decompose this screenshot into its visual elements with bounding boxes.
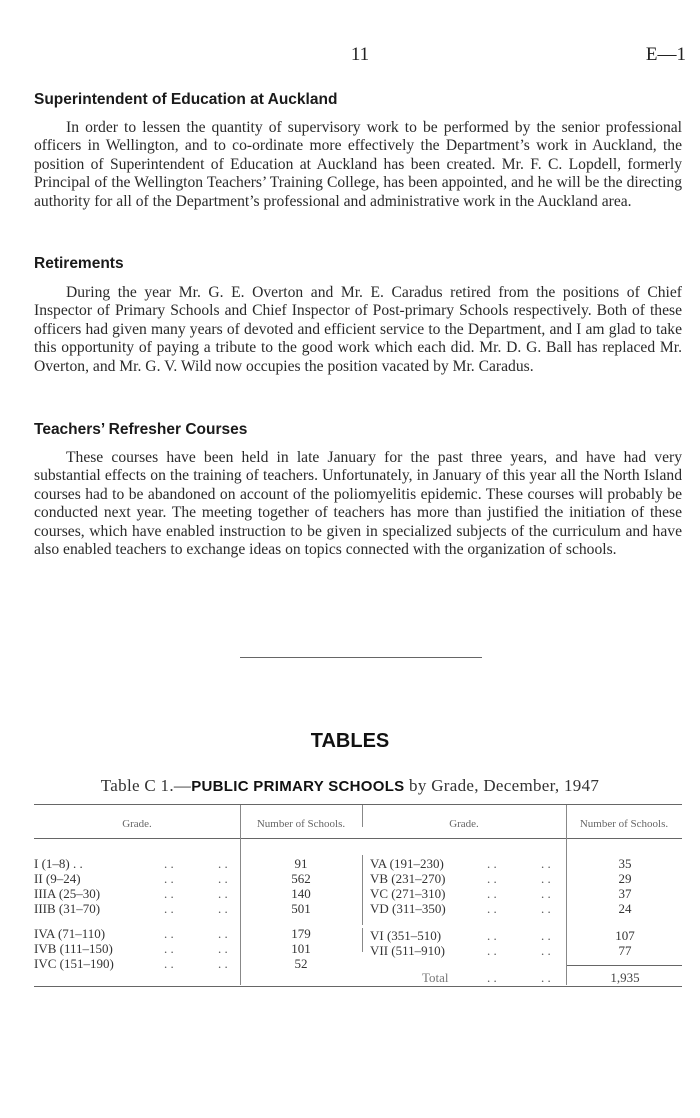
tables-heading: TABLES	[310, 730, 390, 752]
grade-cell: VA (191–230)	[370, 856, 444, 871]
leader-dots: . .	[164, 956, 174, 971]
leader-dots: . .	[541, 901, 551, 916]
leader-dots: . .	[218, 886, 228, 901]
grade-cell: II (9–24)	[34, 871, 81, 886]
schools-cell: 140	[291, 886, 311, 901]
leader-dots: . .	[487, 901, 497, 916]
table-bottom-rule	[34, 986, 682, 987]
leader-dots: . .	[487, 886, 497, 901]
leader-dots: . .	[218, 956, 228, 971]
schools-cell: 562	[291, 871, 311, 886]
leader-dots: . .	[541, 856, 551, 871]
leader-dots: . .	[218, 901, 228, 916]
leader-dots: . .	[218, 856, 228, 871]
section-divider	[240, 657, 482, 658]
schools-cell: 24	[618, 901, 632, 916]
table-row	[370, 886, 682, 902]
column-header-grade: Grade.	[449, 818, 479, 830]
table-row	[370, 871, 682, 887]
table-row	[370, 928, 682, 944]
leader-dots: . .	[164, 886, 174, 901]
schools-cell: 35	[618, 856, 632, 871]
column-header-schools: Number of Schools.	[256, 818, 346, 830]
grade-cell: VI (351–510)	[370, 928, 442, 943]
table-row	[34, 871, 364, 887]
grade-cell: VD (311–350)	[370, 901, 446, 916]
table-caption-suffix: by Grade, December, 1947	[404, 776, 600, 795]
grade-cell: IVA (71–110)	[34, 926, 106, 941]
table-total-rule	[566, 965, 682, 966]
grade-cell: IIIB (31–70)	[34, 901, 101, 916]
section-heading: Teachers’ Refresher Courses	[34, 421, 248, 438]
table-row	[34, 886, 364, 902]
table-row	[34, 956, 364, 972]
section-paragraph: In order to lessen the quantity of supervisory work to be performed by the senior professional officers in Wellington, and to co-ordinate more effectively the Department’s work in Auckland, the position of Superintendent of Education at Auckland has been created. Mr. F. C. Lopdell, formerly Principal of the Wellington Teachers’ Training College, has been appointed, and he will be the directing authority for all of the Department’s professional and administrative work in the Auckland area.	[34, 119, 682, 210]
leader-dots: . .	[487, 943, 497, 958]
schools-cell: 501	[291, 901, 311, 916]
leader-dots: . .	[164, 901, 174, 916]
schools-cell: 37	[618, 886, 632, 901]
leader-dots: . .	[164, 926, 174, 941]
column-header-grade: Grade.	[122, 818, 152, 830]
grade-cell: IVB (111–150)	[34, 941, 113, 956]
grade-cell: I (1–8) . .	[34, 856, 83, 871]
leader-dots: . .	[541, 871, 551, 886]
leader-dots: . .	[541, 886, 551, 901]
leader-dots: . .	[218, 941, 228, 956]
table-row	[34, 926, 364, 942]
grade-cell: IVC (151–190)	[34, 956, 114, 971]
page-code: E—1	[645, 44, 686, 65]
table-row	[370, 943, 682, 959]
section-paragraph: These courses have been held in late January for the past three years, and have had very substantial effects on the training of teachers. Unfortunately, in January of this year all the North Island courses had to be abandoned on account of the poliomyelitis epidemic. These courses will probably be conducted next year. The meeting together of teachers has more than justified the initiation of these courses, which have enabled instruction to be given in specialized subjects of the curriculum and have also enabled teachers to exchange ideas on topics connected with the organization of schools.	[34, 449, 682, 559]
schools-cell: 179	[291, 926, 311, 941]
section-paragraph: During the year Mr. G. E. Overton and Mr. E. Caradus retired from the positions of Chief Inspector of Primary Schools and Chief Inspector of Post-primary Schools respectively. Both of these officers had given many years of devoted and efficient service to the Department, and I am glad to take this opportunity of paying a tribute to the good work which each did. Mr. D. G. Ball has replaced Mr. Overton, and Mr. G. V. Wild now occupies the position vacated by Mr. Caradus.	[34, 284, 682, 375]
leader-dots: . .	[487, 871, 497, 886]
schools-cell: 52	[294, 956, 308, 971]
leader-dots: . .	[164, 941, 174, 956]
leader-dots: . .	[541, 928, 551, 943]
table-row	[34, 901, 364, 917]
section-heading: Superintendent of Education at Auckland	[34, 91, 338, 108]
schools-cell: 91	[294, 856, 308, 871]
schools-cell: 77	[618, 943, 632, 958]
table-caption-title: PUBLIC PRIMARY SCHOOLS	[191, 778, 405, 795]
table-row	[34, 856, 364, 872]
table-caption	[0, 776, 700, 796]
table-row	[370, 901, 682, 917]
leader-dots: . .	[487, 856, 497, 871]
leader-dots: . .	[218, 871, 228, 886]
leader-dots: . .	[487, 928, 497, 943]
section-heading: Retirements	[34, 255, 124, 272]
grade-cell: VB (231–270)	[370, 871, 446, 886]
schools-cell: 29	[618, 871, 632, 886]
grade-cell: IIIA (25–30)	[34, 886, 101, 901]
leader-dots: . .	[487, 970, 497, 985]
table-top-rule	[34, 804, 682, 805]
leader-dots: . .	[541, 970, 551, 985]
leader-dots: . .	[541, 943, 551, 958]
total-label: Total	[422, 970, 449, 985]
leader-dots: . .	[164, 856, 174, 871]
page-number: 11	[350, 44, 370, 65]
schools-cell: 107	[615, 928, 635, 943]
grade-cell: VII (511–910)	[370, 943, 445, 958]
table-caption-prefix: Table C 1.—	[100, 776, 192, 795]
total-value: 1,935	[610, 970, 640, 985]
schools-cell: 101	[291, 941, 311, 956]
grade-cell: VC (271–310)	[370, 886, 446, 901]
leader-dots: . .	[164, 871, 174, 886]
column-header-schools: Number of Schools.	[579, 818, 669, 830]
table-row	[370, 856, 682, 872]
table-header-rule	[34, 838, 682, 839]
leader-dots: . .	[218, 926, 228, 941]
table-row	[34, 941, 364, 957]
